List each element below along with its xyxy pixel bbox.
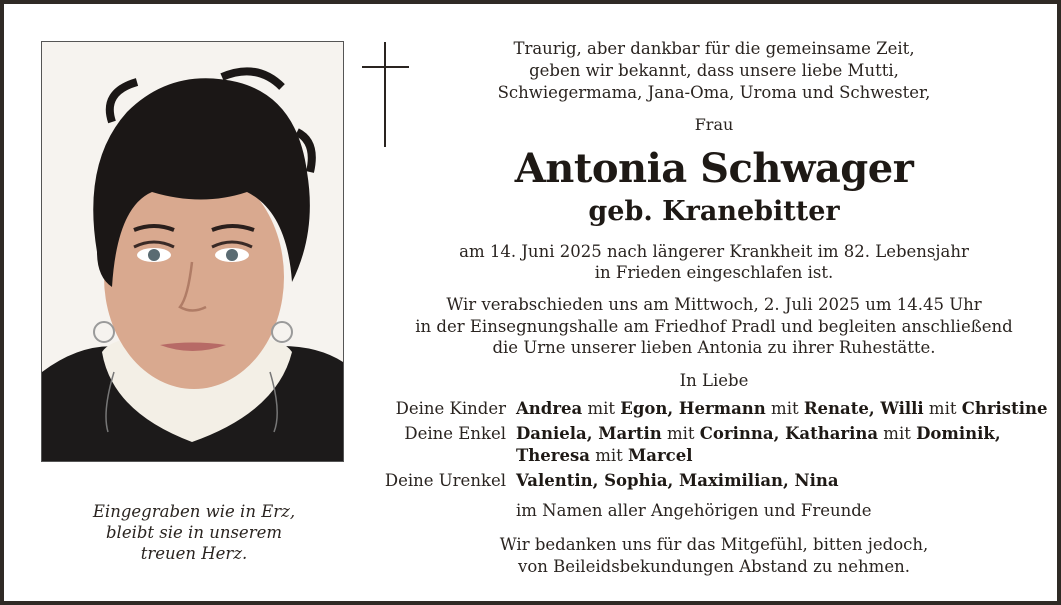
death-line: in Frieden eingeschlafen ist. (594, 263, 834, 282)
verse-line: treuen Herz. (140, 544, 248, 563)
birth-name: geb. Kranebitter (588, 196, 840, 227)
thanks-line: von Beileidsbekundungen Abstand zu nehmen. (518, 557, 910, 576)
deceased-name: Antonia Schwager (514, 145, 914, 192)
death-line: am 14. Juni 2025 nach längerer Krankheit im 82. Lebensjahr (459, 242, 969, 261)
thanks-text (384, 534, 1044, 578)
closing-line: im Namen aller Angehörigen und Freunde (516, 501, 872, 520)
funeral-line: Wir verabschieden uns am Mittwoch, 2. Juli 2025 um 14.45 Uhr (446, 295, 982, 314)
funeral-info (384, 294, 1044, 359)
funeral-line: die Urne unserer lieben Antonia zu ihrer Ruhestätte. (492, 338, 936, 357)
intro-text (384, 38, 1044, 104)
death-notice (384, 241, 1044, 283)
verse-line: bleibt sie in unserem (105, 523, 282, 542)
verse (44, 501, 344, 564)
portrait-illustration (42, 42, 343, 461)
family-names: Valentin, Sophia, Maximilian, Nina (516, 471, 839, 490)
intro-line: Traurig, aber dankbar für die gemeinsame Zeit, (513, 39, 915, 58)
family-names: Andrea mit Egon, Hermann mit Renate, Willi mit Christine (516, 399, 1048, 418)
salutation: Frau (694, 115, 734, 134)
intro-line: Schwiegermama, Jana-Oma, Uroma und Schwester, (497, 83, 931, 102)
thanks-line: Wir bedanken uns für das Mitgefühl, bitten jedoch, (499, 535, 929, 554)
portrait-photo (41, 41, 344, 462)
family-label: Deine Enkel (404, 424, 506, 443)
family-label: Deine Urenkel (384, 471, 506, 490)
in-love: In Liebe (679, 371, 749, 390)
family-label: Deine Kinder (395, 399, 506, 418)
verse-line: Eingegraben wie in Erz, (92, 502, 296, 521)
funeral-line: in der Einsegnungshalle am Friedhof Pradl und begleiten anschließend (415, 316, 1013, 336)
intro-line: geben wir bekannt, dass unsere liebe Mutti, (529, 61, 899, 80)
family-names: Daniela, Martin mit Corinna, Katharina mit Dominik, Theresa mit Marcel (516, 424, 1001, 465)
